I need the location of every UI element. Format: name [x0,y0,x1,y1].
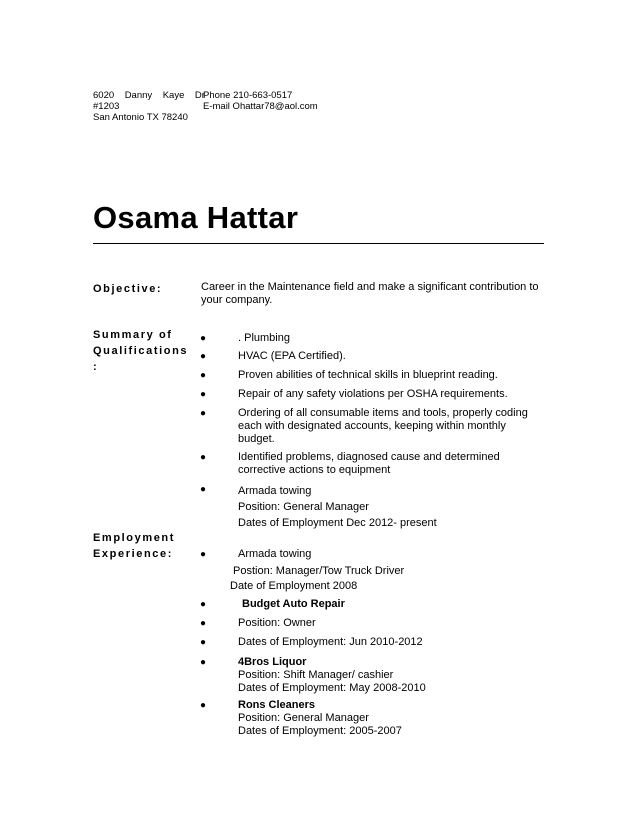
employment-item: Dates of Employment: Jun 2010-2012 [238,636,423,648]
objective-line: your company. [201,294,273,306]
employment-dates: Dates of Employment: 2005-2007 [238,725,402,737]
address-unit: #1203 [93,101,120,112]
bullet-icon: ● [200,351,207,362]
qualification-line: Position: General Manager [238,501,369,513]
qualification-line: . Plumbing [238,332,290,344]
objective-line: Career in the Maintenance field and make a significant contribution to [201,281,539,293]
employer-name: 4Bros Liquor [238,656,307,668]
bullet-icon: ● [200,700,207,711]
employment-position: Position: Shift Manager/ cashier [238,669,394,681]
bullet-icon: ● [200,484,207,495]
employment-dates: Date of Employment 2008 [230,580,358,592]
name-divider [93,243,544,244]
bullet-icon: ● [200,637,207,648]
employment-position: Position: General Manager [238,712,369,724]
bullet-icon: ● [200,599,207,610]
bullet-icon: ● [200,333,207,344]
employment-dates: Dates of Employment: May 2008-2010 [238,682,426,694]
qualification-item [238,407,538,446]
phone-number: Phone 210-663-0517 [203,90,293,101]
qualifications-heading [93,327,188,375]
employment-item: Armada towing [238,548,312,560]
objective-heading: Objective: [93,283,163,295]
bullet-icon: ● [200,389,207,400]
employment-item [238,699,538,738]
qualification-item [238,332,538,345]
qualification-item [238,350,538,363]
employment-item: Position: Owner [238,617,316,629]
email-address: E-mail Ohattar78@aol.com [203,101,318,112]
qualification-line: corrective actions to equipment [238,464,391,476]
qualification-item [238,483,538,531]
employer-name: Rons Cleaners [238,699,316,711]
qualification-line: each with designated accounts, keeping within monthly [238,420,506,432]
employment-item [238,656,538,695]
employment-item: Budget Auto Repair [242,598,345,610]
qualification-line: Proven abilities of technical skills in blueprint reading. [238,369,498,381]
employment-heading [93,530,175,562]
bullet-icon: ● [200,408,207,419]
bullet-icon: ● [200,618,207,629]
qualifications-heading-line: Qualifications [93,345,189,357]
qualification-line: Armada towing [238,485,312,497]
qualification-line: HVAC (EPA Certified). [238,350,346,362]
qualification-line: budget. [238,433,275,445]
qualifications-heading-line: Summary of [93,329,173,341]
qualification-item [238,451,538,477]
qualification-line: Ordering of all consumable items and tools, properly coding [238,407,528,419]
employment-position: Postion: Manager/Tow Truck Driver [233,565,405,577]
candidate-name: Osama Hattar [93,200,299,235]
address-city: San Antonio TX 78240 [93,112,188,123]
bullet-icon: ● [200,370,207,381]
qualification-line: Repair of any safety violations per OSHA requirements. [238,388,508,400]
qualification-item [238,388,538,401]
employment-heading-line: Employment [93,532,176,544]
objective-text [201,281,541,307]
qualifications-heading-line: : [93,361,99,373]
bullet-icon: ● [200,549,207,560]
employment-heading-line: Experience: [93,548,173,560]
address-street: 6020 Danny Kaye Dr [93,90,205,101]
bullet-icon: ● [200,657,207,668]
qualification-line: Dates of Employment Dec 2012- present [238,517,437,529]
qualification-line: Identified problems, diagnosed cause and determined [238,451,500,463]
bullet-icon: ● [200,452,207,463]
qualification-item [238,369,538,382]
